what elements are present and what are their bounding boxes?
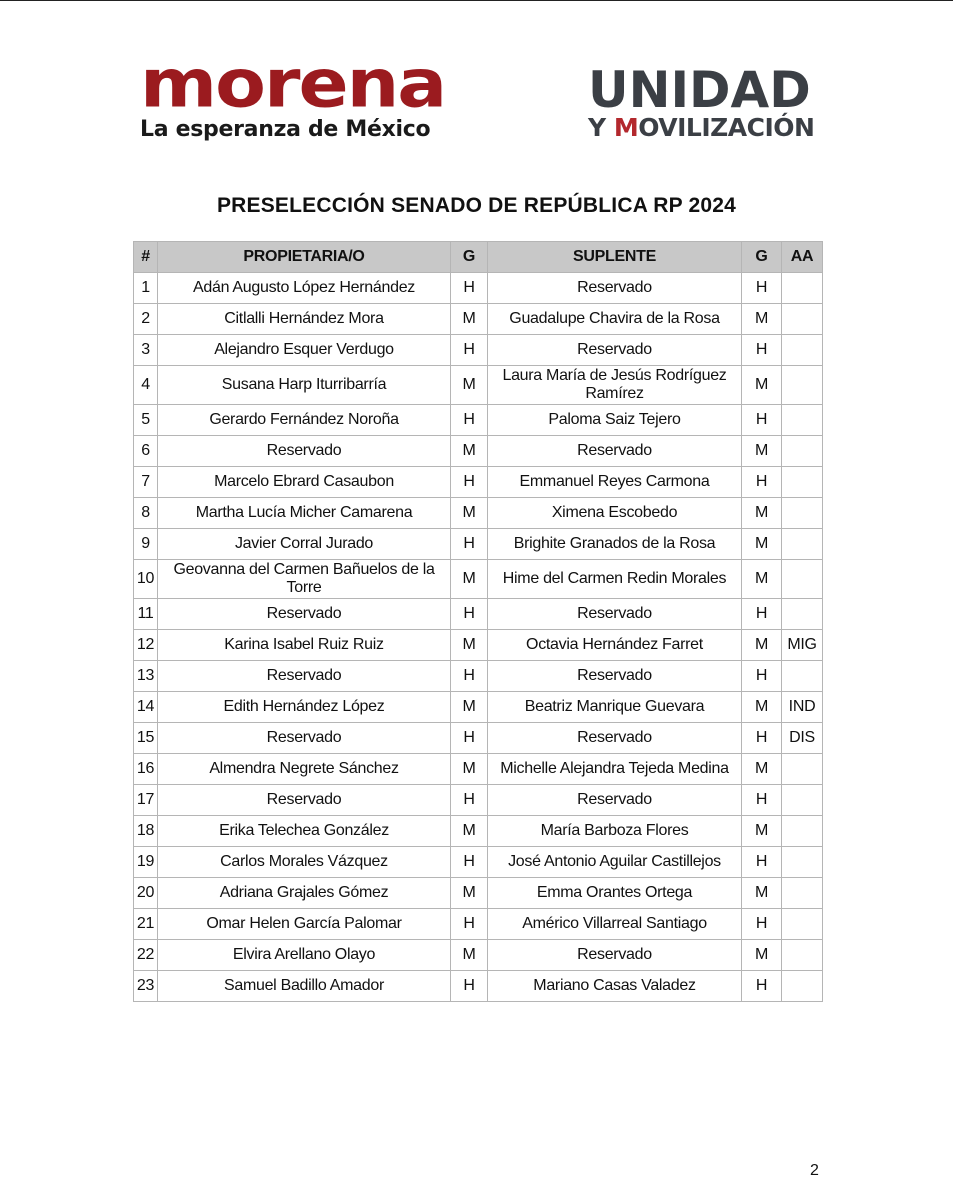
row-number: 18 <box>134 816 158 847</box>
propietario-gender: M <box>451 560 488 599</box>
suplente-name: Emma Orantes Ortega <box>488 878 742 909</box>
propietario-gender: H <box>451 723 488 754</box>
propietario-gender: H <box>451 599 488 630</box>
table-row <box>134 878 823 909</box>
suplente-gender: H <box>742 467 782 498</box>
table-row <box>134 599 823 630</box>
suplente-name: Reservado <box>488 335 742 366</box>
suplente-gender: H <box>742 405 782 436</box>
affirmative-action <box>782 940 823 971</box>
unidad-movilizacion-logo <box>588 61 838 142</box>
propietario-gender: H <box>451 661 488 692</box>
affirmative-action: DIS <box>782 723 823 754</box>
affirmative-action <box>782 599 823 630</box>
table-row <box>134 529 823 560</box>
affirmative-action <box>782 405 823 436</box>
table-header-row <box>134 242 823 273</box>
row-number: 22 <box>134 940 158 971</box>
affirmative-action <box>782 467 823 498</box>
row-number: 9 <box>134 529 158 560</box>
row-number: 15 <box>134 723 158 754</box>
suplente-gender: M <box>742 692 782 723</box>
table-row <box>134 847 823 878</box>
propietario-name: Reservado <box>158 661 451 692</box>
table-row <box>134 366 823 405</box>
suplente-gender: H <box>742 847 782 878</box>
propietario-gender: H <box>451 529 488 560</box>
row-number: 2 <box>134 304 158 335</box>
suplente-gender: M <box>742 754 782 785</box>
table-row <box>134 436 823 467</box>
propietario-name: Marcelo Ebrard Casaubon <box>158 467 451 498</box>
table-row <box>134 692 823 723</box>
affirmative-action: IND <box>782 692 823 723</box>
propietario-name: Gerardo Fernández Noroña <box>158 405 451 436</box>
affirmative-action <box>782 304 823 335</box>
propietario-gender: M <box>451 816 488 847</box>
propietario-gender: H <box>451 971 488 1002</box>
suplente-name: José Antonio Aguilar Castillejos <box>488 847 742 878</box>
affirmative-action <box>782 785 823 816</box>
suplente-name: Brighite Granados de la Rosa <box>488 529 742 560</box>
propietario-gender: M <box>451 754 488 785</box>
propietario-name: Reservado <box>158 785 451 816</box>
table-row <box>134 971 823 1002</box>
movilizacion-prefix: Y <box>588 113 614 142</box>
propietario-name: Martha Lucía Micher Camarena <box>158 498 451 529</box>
propietario-name: Carlos Morales Vázquez <box>158 847 451 878</box>
suplente-name: Reservado <box>488 785 742 816</box>
col-header-gender-suplente: G <box>742 242 782 273</box>
suplente-name: Guadalupe Chavira de la Rosa <box>488 304 742 335</box>
affirmative-action <box>782 661 823 692</box>
row-number: 16 <box>134 754 158 785</box>
col-header-gender-propietario: G <box>451 242 488 273</box>
suplente-name: Mariano Casas Valadez <box>488 971 742 1002</box>
propietario-gender: M <box>451 366 488 405</box>
table-row <box>134 785 823 816</box>
suplente-gender: H <box>742 599 782 630</box>
row-number: 4 <box>134 366 158 405</box>
row-number: 21 <box>134 909 158 940</box>
row-number: 8 <box>134 498 158 529</box>
suplente-gender: H <box>742 661 782 692</box>
suplente-gender: M <box>742 436 782 467</box>
propietario-name: Karina Isabel Ruiz Ruiz <box>158 630 451 661</box>
row-number: 19 <box>134 847 158 878</box>
propietario-name: Alejandro Esquer Verdugo <box>158 335 451 366</box>
row-number: 13 <box>134 661 158 692</box>
suplente-name: Paloma Saiz Tejero <box>488 405 742 436</box>
suplente-name: Beatriz Manrique Guevara <box>488 692 742 723</box>
table-body <box>134 273 823 1002</box>
propietario-gender: M <box>451 304 488 335</box>
propietario-name: Reservado <box>158 599 451 630</box>
propietario-gender: H <box>451 785 488 816</box>
table-row <box>134 754 823 785</box>
row-number: 3 <box>134 335 158 366</box>
suplente-name: Reservado <box>488 661 742 692</box>
propietario-gender: M <box>451 498 488 529</box>
morena-logo <box>140 45 446 142</box>
row-number: 11 <box>134 599 158 630</box>
affirmative-action <box>782 847 823 878</box>
suplente-gender: M <box>742 304 782 335</box>
affirmative-action <box>782 498 823 529</box>
suplente-gender: M <box>742 498 782 529</box>
table-row <box>134 498 823 529</box>
morena-wordmark: morena <box>140 45 446 123</box>
suplente-gender: M <box>742 529 782 560</box>
propietario-name: Elvira Arellano Olayo <box>158 940 451 971</box>
suplente-gender: H <box>742 909 782 940</box>
propietario-name: Javier Corral Jurado <box>158 529 451 560</box>
affirmative-action <box>782 878 823 909</box>
table-row <box>134 405 823 436</box>
propietario-name: Edith Hernández López <box>158 692 451 723</box>
affirmative-action <box>782 560 823 599</box>
table-row <box>134 304 823 335</box>
row-number: 23 <box>134 971 158 1002</box>
suplente-name: María Barboza Flores <box>488 816 742 847</box>
affirmative-action <box>782 273 823 304</box>
suplente-gender: H <box>742 335 782 366</box>
suplente-name: Michelle Alejandra Tejeda Medina <box>488 754 742 785</box>
unidad-wordmark: UNIDAD <box>588 61 811 119</box>
suplente-name: Reservado <box>488 723 742 754</box>
row-number: 10 <box>134 560 158 599</box>
propietario-gender: M <box>451 878 488 909</box>
propietario-name: Omar Helen García Palomar <box>158 909 451 940</box>
table-row <box>134 335 823 366</box>
suplente-gender: H <box>742 971 782 1002</box>
table-row <box>134 273 823 304</box>
table-row <box>134 661 823 692</box>
row-number: 17 <box>134 785 158 816</box>
suplente-gender: H <box>742 723 782 754</box>
row-number: 6 <box>134 436 158 467</box>
suplente-name: Ximena Escobedo <box>488 498 742 529</box>
suplente-name: Reservado <box>488 940 742 971</box>
document-title: PRESELECCIÓN SENADO DE REPÚBLICA RP 2024 <box>216 194 737 217</box>
row-number: 12 <box>134 630 158 661</box>
suplente-name: Hime del Carmen Redin Morales <box>488 560 742 599</box>
table-row <box>134 630 823 661</box>
col-header-propietario: PROPIETARIA/O <box>158 242 451 273</box>
propietario-gender: H <box>451 467 488 498</box>
propietario-name: Citlalli Hernández Mora <box>158 304 451 335</box>
table-row <box>134 560 823 599</box>
propietario-gender: H <box>451 847 488 878</box>
table-row <box>134 467 823 498</box>
affirmative-action: MIG <box>782 630 823 661</box>
table-row <box>134 723 823 754</box>
table-row <box>134 816 823 847</box>
propietario-gender: H <box>451 909 488 940</box>
suplente-name: Reservado <box>488 436 742 467</box>
suplente-gender: M <box>742 878 782 909</box>
suplente-name: Emmanuel Reyes Carmona <box>488 467 742 498</box>
suplente-name: Reservado <box>488 599 742 630</box>
suplente-name: Laura María de Jesús Rodríguez Ramírez <box>488 366 742 405</box>
affirmative-action <box>782 816 823 847</box>
propietario-name: Geovanna del Carmen Bañuelos de la Torre <box>158 560 451 599</box>
suplente-gender: M <box>742 940 782 971</box>
propietario-gender: M <box>451 692 488 723</box>
propietario-name: Adriana Grajales Gómez <box>158 878 451 909</box>
suplente-gender: M <box>742 816 782 847</box>
row-number: 14 <box>134 692 158 723</box>
affirmative-action <box>782 335 823 366</box>
row-number: 7 <box>134 467 158 498</box>
suplente-gender: M <box>742 366 782 405</box>
morena-tagline: La esperanza de México <box>140 117 431 142</box>
row-number: 20 <box>134 878 158 909</box>
propietario-name: Reservado <box>158 723 451 754</box>
col-header-number: # <box>134 242 158 273</box>
movilizacion-rest: OVILIZACIÓN <box>638 113 815 142</box>
col-header-suplente: SUPLENTE <box>488 242 742 273</box>
suplente-gender: M <box>742 560 782 599</box>
affirmative-action <box>782 366 823 405</box>
suplente-gender: M <box>742 630 782 661</box>
propietario-name: Susana Harp Iturribarría <box>158 366 451 405</box>
table-row <box>134 940 823 971</box>
row-number: 1 <box>134 273 158 304</box>
affirmative-action <box>782 529 823 560</box>
suplente-name: Reservado <box>488 273 742 304</box>
propietario-gender: H <box>451 405 488 436</box>
affirmative-action <box>782 909 823 940</box>
candidates-table <box>133 241 823 1002</box>
propietario-name: Almendra Negrete Sánchez <box>158 754 451 785</box>
propietario-name: Samuel Badillo Amador <box>158 971 451 1002</box>
suplente-gender: H <box>742 273 782 304</box>
row-number: 5 <box>134 405 158 436</box>
movilizacion-wordmark <box>588 114 838 142</box>
page-number: 2 <box>810 1162 819 1179</box>
propietario-name: Reservado <box>158 436 451 467</box>
propietario-gender: M <box>451 940 488 971</box>
suplente-name: Américo Villarreal Santiago <box>488 909 742 940</box>
affirmative-action <box>782 754 823 785</box>
page-top-border <box>0 0 953 1</box>
table-row <box>134 909 823 940</box>
propietario-gender: H <box>451 273 488 304</box>
col-header-aa: AA <box>782 242 823 273</box>
propietario-gender: H <box>451 335 488 366</box>
movilizacion-accent-letter: M <box>613 113 639 142</box>
propietario-name: Adán Augusto López Hernández <box>158 273 451 304</box>
affirmative-action <box>782 971 823 1002</box>
propietario-name: Erika Telechea González <box>158 816 451 847</box>
propietario-gender: M <box>451 436 488 467</box>
suplente-name: Octavia Hernández Farret <box>488 630 742 661</box>
suplente-gender: H <box>742 785 782 816</box>
propietario-gender: M <box>451 630 488 661</box>
affirmative-action <box>782 436 823 467</box>
